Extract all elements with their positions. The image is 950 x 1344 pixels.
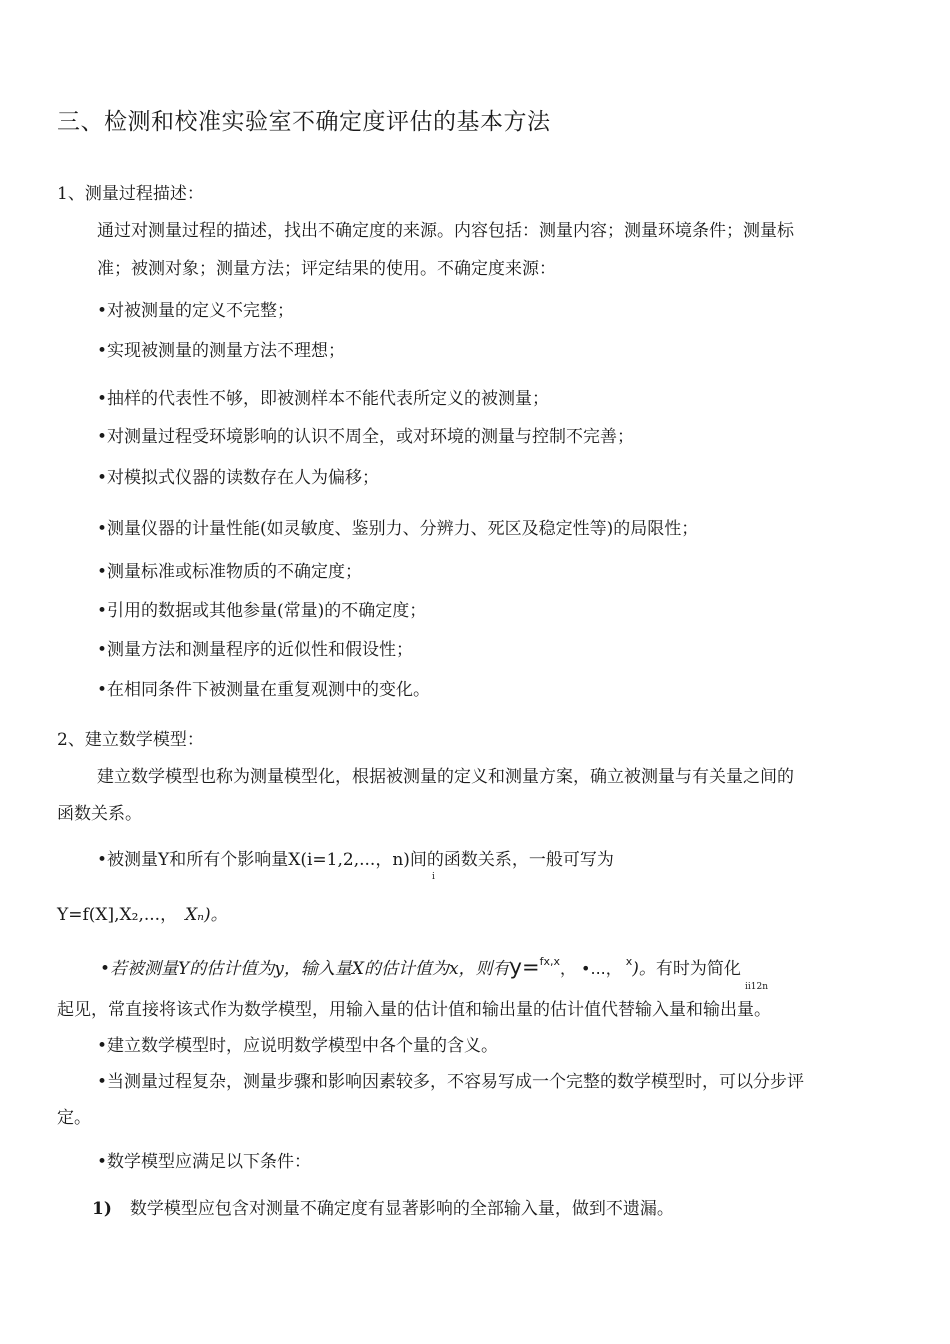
numbered-item bbox=[92, 1197, 674, 1221]
bullet-item: •测量标准或标准物质的不确定度； bbox=[97, 562, 363, 582]
page-title: 三、检测和校准实验室不确定度评估的基本方法 bbox=[57, 109, 551, 135]
conditions-bullet: •数学模型应满足以下条件： bbox=[97, 1152, 312, 1172]
bullet-item: •对被测量的定义不完整； bbox=[97, 301, 295, 321]
stepwise-bullet-line-1: •当测量过程复杂，测量步骤和影响因素较多，不容易写成一个完整的数学模型时，可以分步评 bbox=[97, 1072, 805, 1092]
estimate-tail: 有时为简化 bbox=[655, 959, 741, 979]
model-meaning-bullet: •建立数学模型时，应说明数学模型中各个量的含义。 bbox=[97, 1036, 499, 1056]
subscript-i: i bbox=[432, 872, 435, 882]
estimate-text: •若被测量Y的估计值为y，输入量X的估计值为x，则有 bbox=[100, 959, 510, 979]
formula-subscripts: ii12n bbox=[745, 982, 769, 992]
bullet-item: •抽样的代表性不够，即被测样本不能代表所定义的被测量； bbox=[97, 389, 550, 409]
bullet-item: •引用的数据或其他参量(常量)的不确定度； bbox=[97, 601, 427, 621]
bullet-item: •对模拟式仪器的读数存在人为偏移； bbox=[97, 468, 380, 488]
section-1-paragraph-line-2: 准；被测对象；测量方法；评定结果的使用。不确定度来源： bbox=[97, 259, 556, 279]
formula-x: x bbox=[625, 955, 633, 968]
bullet-item: •对测量过程受环境影响的认识不周全，或对环境的测量与控制不完善； bbox=[97, 427, 635, 447]
stepwise-bullet-line-2: 定。 bbox=[57, 1108, 91, 1128]
formula-end: )。 bbox=[632, 959, 656, 979]
section-2-paragraph-line-2: 函数关系。 bbox=[57, 804, 142, 824]
bullet-item: •实现被测量的测量方法不理想； bbox=[97, 341, 346, 361]
section-2-paragraph-line-1: 建立数学模型也称为测量模型化，根据被测量的定义和测量方案，确立被测量与有关量之间的 bbox=[97, 767, 794, 787]
formula-part: Y=f(X],X₂,...， bbox=[57, 905, 178, 925]
bullet-item: •测量仪器的计量性能(如灵敏度、鉴别力、分辨力、死区及稳定性等)的局限性； bbox=[97, 519, 699, 539]
bullet-item: •在相同条件下被测量在重复观测中的变化。 bbox=[97, 680, 431, 700]
formula-y: y= bbox=[509, 955, 540, 979]
item-text: 数学模型应包含对测量不确定度有显著影响的全部输入量，做到不遗漏。 bbox=[129, 1199, 674, 1219]
section-1-heading: 1、测量过程描述： bbox=[57, 184, 204, 204]
formula-part-italic: Xₙ)。 bbox=[185, 905, 228, 925]
item-number: 1) bbox=[92, 1199, 112, 1219]
estimate-bullet-line-2: 起见，常直接将该式作为数学模型，用输入量的估计值和输出量的估计值代替输入量和输出量。 bbox=[57, 1000, 771, 1020]
formula-f: fx,x bbox=[539, 955, 560, 968]
general-formula bbox=[57, 903, 228, 927]
section-2-heading: 2、建立数学模型： bbox=[57, 730, 204, 750]
estimate-bullet bbox=[100, 955, 741, 983]
section-1-paragraph-line-1: 通过对测量过程的描述，找出不确定度的来源。内容包括：测量内容；测量环境条件；测量标 bbox=[97, 221, 794, 241]
formula-ellipsis: ， •...， bbox=[559, 959, 622, 978]
bullet-item: •测量方法和测量程序的近似性和假设性； bbox=[97, 640, 414, 660]
function-relation-bullet: •被测量Y和所有个影响量X(i=1,2,...，n)间的函数关系，一般可写为 bbox=[97, 850, 614, 870]
